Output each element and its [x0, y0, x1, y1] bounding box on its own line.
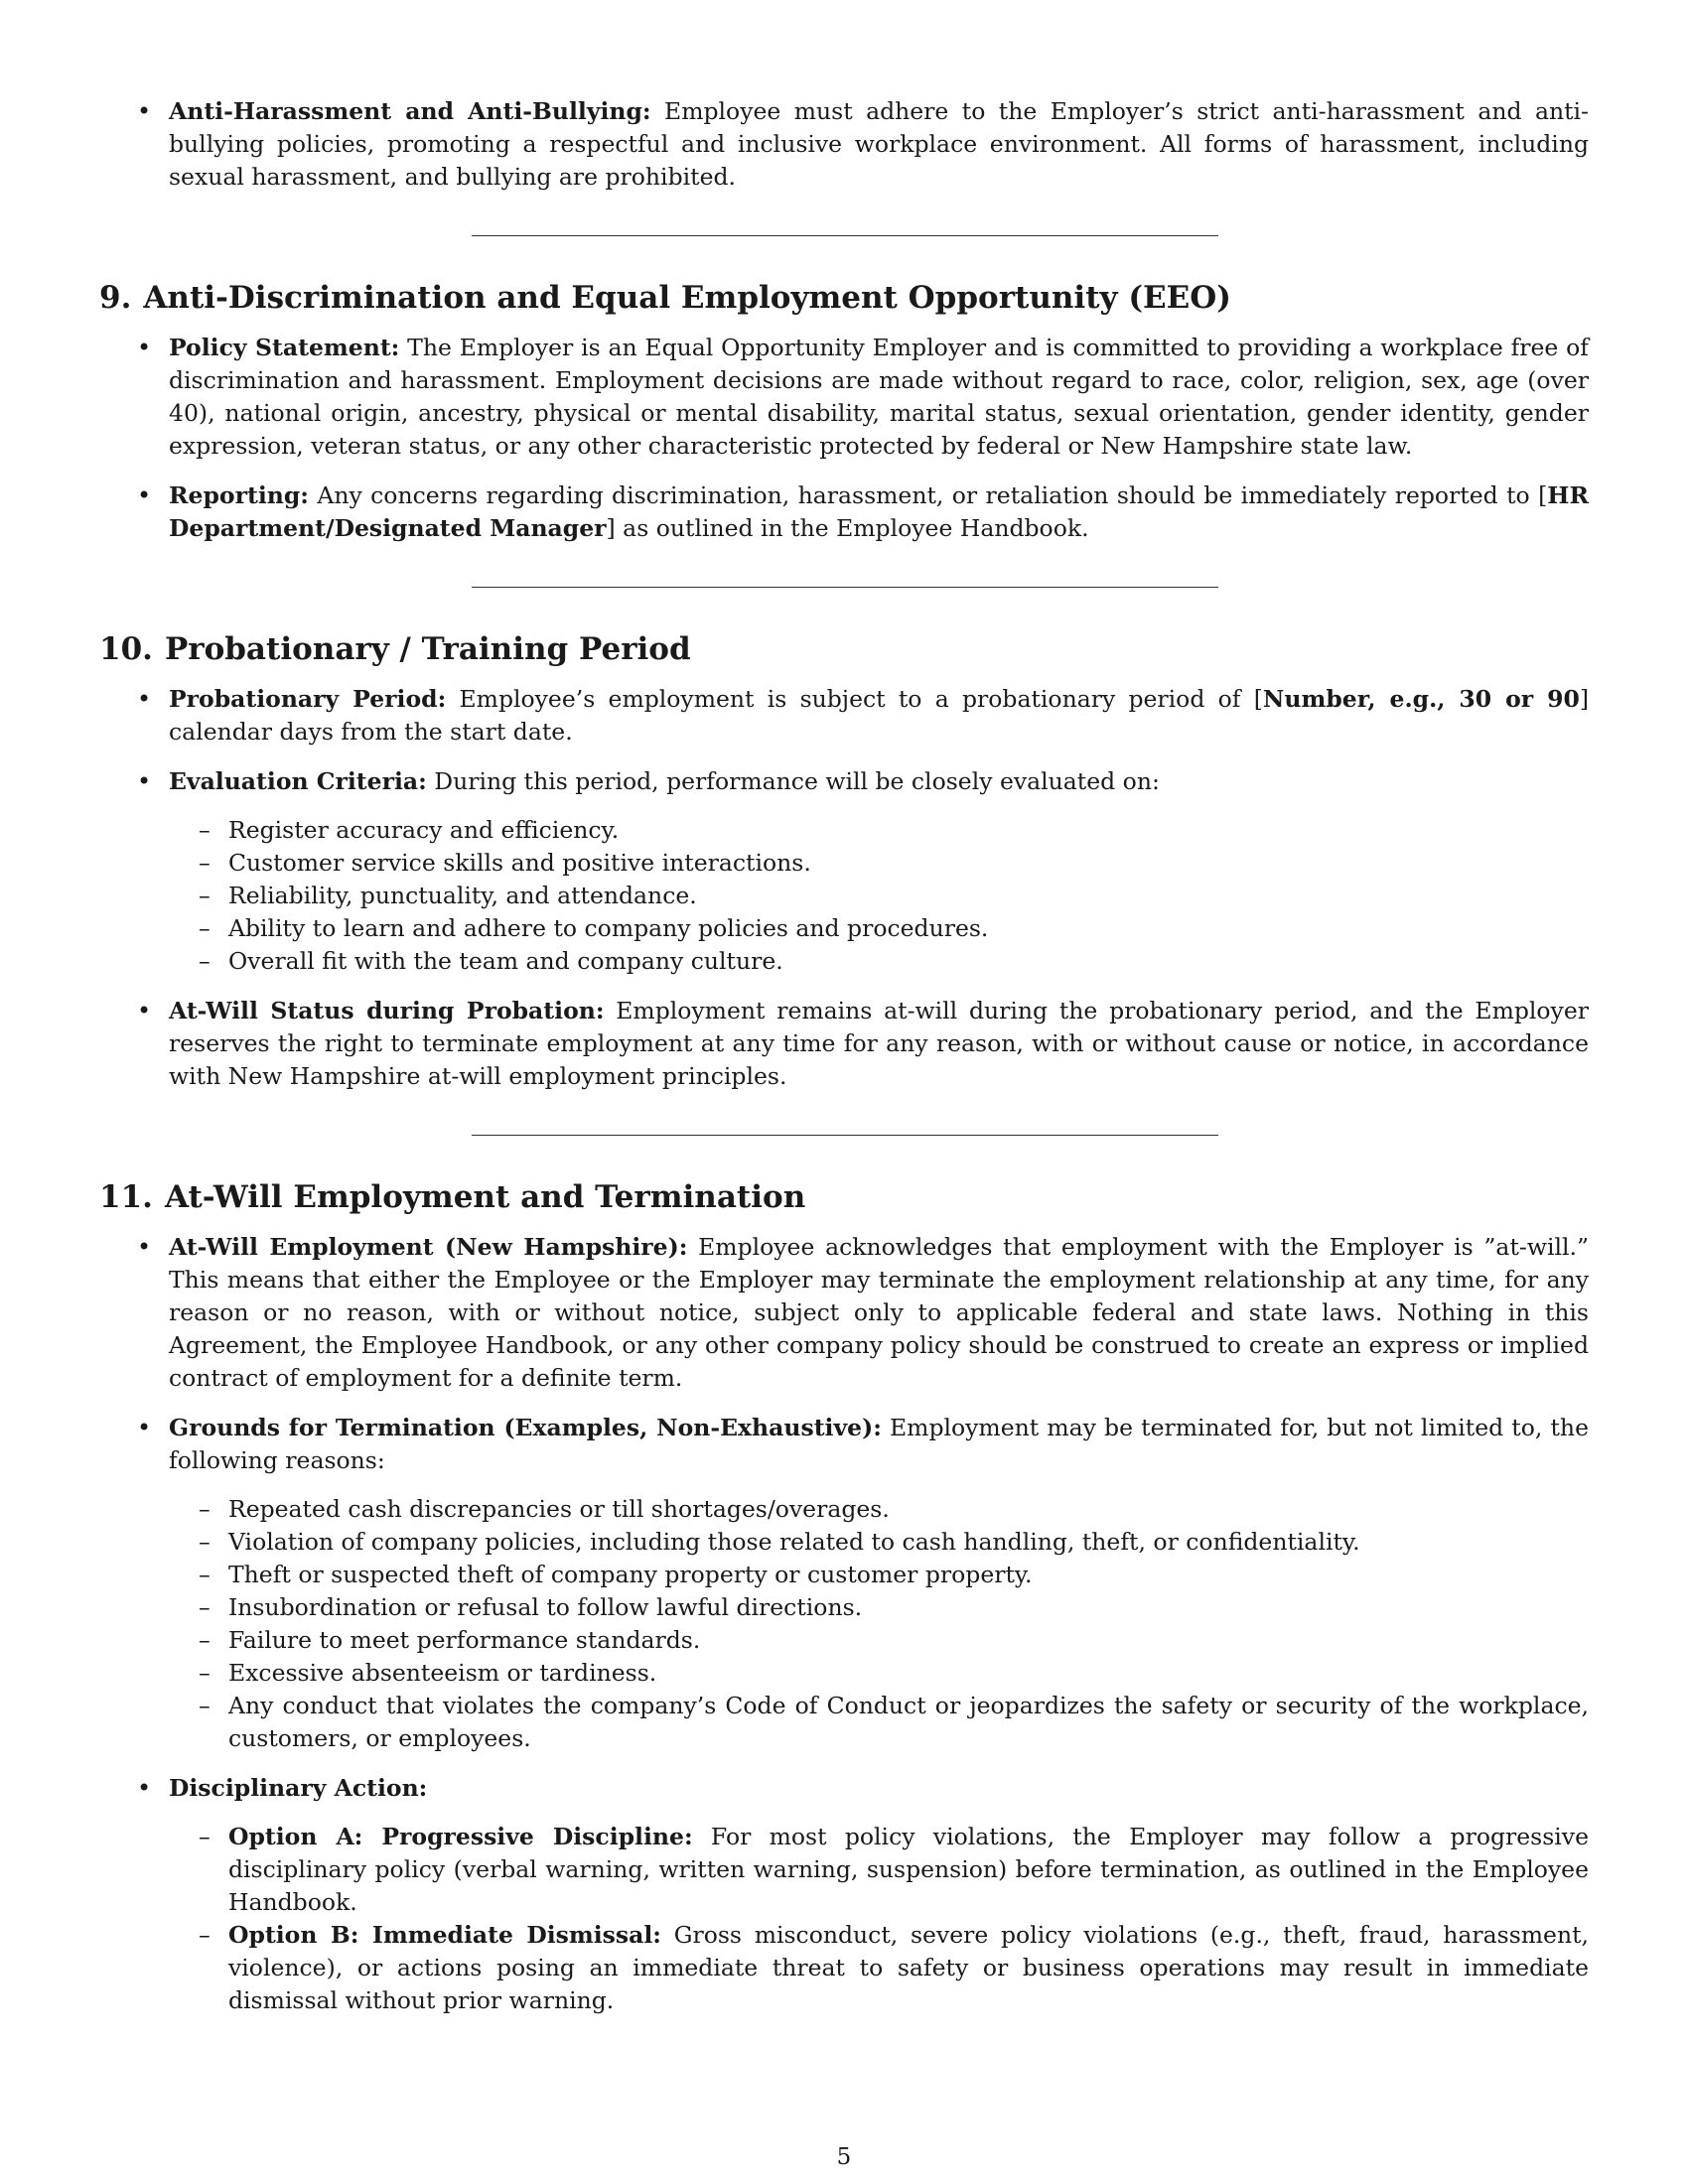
section-title: Anti-Discrimination and Equal Employment Opportunity (EEO): [143, 280, 1231, 316]
section-number: 9.: [99, 280, 132, 316]
section-number: 11.: [99, 1179, 153, 1215]
section-bullet-list: [99, 332, 1589, 545]
list-item: – Reliability, punctuality, and attendance.: [169, 880, 1589, 912]
section-bullet-list: [99, 1231, 1589, 2017]
placeholder-field: HR Department/Designated Manager: [169, 481, 1589, 542]
list-item: – Failure to meet performance standards.: [169, 1624, 1589, 1657]
section-bullet-list: [99, 683, 1589, 1093]
anti-harassment-bullet: [99, 95, 1589, 194]
section-divider: [472, 235, 1218, 236]
document-page: [99, 95, 1589, 2034]
bullet-text: Employee’s employment is subject to a probationary period of [: [459, 685, 1263, 713]
bullet-text: Employment may be terminated for, but not limited to, the following reasons:: [169, 1414, 1589, 1474]
section-divider: [472, 1135, 1218, 1136]
section-heading: [99, 278, 1589, 318]
disciplinary-options-sublist: [169, 1821, 1589, 2017]
disciplinary-action-bullet: [99, 1772, 1589, 2017]
bullet-label: Evaluation Criteria:: [169, 767, 427, 795]
section-heading: [99, 629, 1589, 669]
option-a-item: [169, 1821, 1589, 1919]
bullet-text: Employee must adhere to the Employer’s strict anti-harassment and anti-bullying policies, promoting a respectful and inclusive workplace environment. All forms of harassment, including sexual harassment, and bullying are prohibited.: [169, 97, 1589, 191]
bullet-label: Policy Statement:: [169, 334, 400, 361]
grounds-sublist: [169, 1493, 1589, 1755]
list-item: – Excessive absenteeism or tardiness.: [169, 1657, 1589, 1690]
bullet-text: Employment remains at-will during the probationary period, and the Employer reserves the right to terminate employment at any time for any reason, with or without cause or notice, in accordance with New Hampshire at-will employment principles.: [169, 997, 1589, 1090]
bullet-label: Probationary Period:: [169, 685, 447, 713]
option-text: Gross misconduct, severe policy violations (e.g., theft, fraud, harassment, violence), or actions posing an immediate threat to safety or business operations may result in immediate dismissal without prior warning.: [228, 1921, 1589, 2014]
page-number: 5: [836, 2144, 852, 2170]
section-10: [99, 629, 1589, 1093]
list-item: – Ability to learn and adhere to company policies and procedures.: [169, 912, 1589, 945]
list-item: – Overall fit with the team and company culture.: [169, 945, 1589, 978]
grounds-for-termination-bullet: [99, 1412, 1589, 1755]
bullet-text: Employee acknowledges that employment with the Employer is ”at-will.” This means that either the Employee or the Employer may terminate the employment relationship at any time, for any reason or no reason, with or without notice, subject only to applicable federal and state laws. Nothing in this Agreement, the Employee Handbook, or any other company policy should be construed to create an express or implied contract of employment for a definite term.: [169, 1233, 1589, 1392]
probationary-period-bullet: [99, 683, 1589, 749]
section-9: [99, 278, 1589, 545]
bullet-label: At-Will Employment (New Hampshire):: [169, 1233, 688, 1261]
list-item: – Customer service skills and positive interactions.: [169, 847, 1589, 880]
bullet-text: Any concerns regarding discrimination, harassment, or retaliation should be immediately reported to [: [317, 481, 1548, 509]
list-item: – Insubordination or refusal to follow lawful directions.: [169, 1591, 1589, 1624]
bullet-label: At-Will Status during Probation:: [169, 997, 605, 1024]
bullet-text: The Employer is an Equal Opportunity Employer and is committed to providing a workplace free of discrimination and harassment. Employment decisions are made without regard to race, color, religion, sex, age (over 40), national origin, ancestry, physical or mental disability, marital status, sexual orientation, gender identity, gender expression, veteran status, or any other characteristic protected by federal or New Hampshire state law.: [169, 334, 1589, 460]
section-number: 10.: [99, 631, 153, 667]
at-will-probation-bullet: [99, 995, 1589, 1093]
option-text: For most policy violations, the Employer may follow a progressive disciplinary policy (verbal warning, written warning, suspension) before termination, as outlined in the Employee Handbook.: [228, 1823, 1589, 1916]
section-11: [99, 1177, 1589, 2017]
option-b-item: [169, 1919, 1589, 2017]
bullet-label: Anti-Harassment and Anti-Bullying:: [169, 97, 651, 125]
section-heading: [99, 1177, 1589, 1217]
bullet-label: Disciplinary Action:: [169, 1774, 428, 1802]
section-title: Probationary / Training Period: [164, 631, 691, 667]
list-item: – Theft or suspected theft of company property or customer property.: [169, 1559, 1589, 1591]
option-label: Option A: Progressive Discipline:: [228, 1823, 693, 1850]
list-item: – Any conduct that violates the company’s Code of Conduct or jeopardizes the safety or security of the workplace, customers, or employees.: [169, 1690, 1589, 1755]
evaluation-criteria-bullet: [99, 765, 1589, 978]
policy-statement-bullet: [99, 332, 1589, 463]
list-item: – Register accuracy and efficiency.: [169, 814, 1589, 847]
reporting-bullet: [99, 479, 1589, 545]
bullet-text: ] calendar days from the start date.: [169, 685, 1590, 746]
section-title: At-Will Employment and Termination: [164, 1179, 806, 1215]
section-divider: [472, 587, 1218, 588]
bullet-label: Grounds for Termination (Examples, Non-Exhaustive):: [169, 1414, 882, 1441]
bullet-label: Reporting:: [169, 481, 309, 509]
continued-bullet-list: [99, 95, 1589, 194]
bullet-text: ] as outlined in the Employee Handbook.: [606, 514, 1089, 542]
option-label: Option B: Immediate Dismissal:: [228, 1921, 661, 1949]
list-item: – Repeated cash discrepancies or till shortages/overages.: [169, 1493, 1589, 1526]
bullet-text: During this period, performance will be closely evaluated on:: [434, 767, 1160, 795]
placeholder-field: Number, e.g., 30 or 90: [1262, 685, 1580, 713]
criteria-sublist: [169, 814, 1589, 978]
list-item: – Violation of company policies, including those related to cash handling, theft, or confidentiality.: [169, 1526, 1589, 1559]
at-will-employment-bullet: [99, 1231, 1589, 1395]
